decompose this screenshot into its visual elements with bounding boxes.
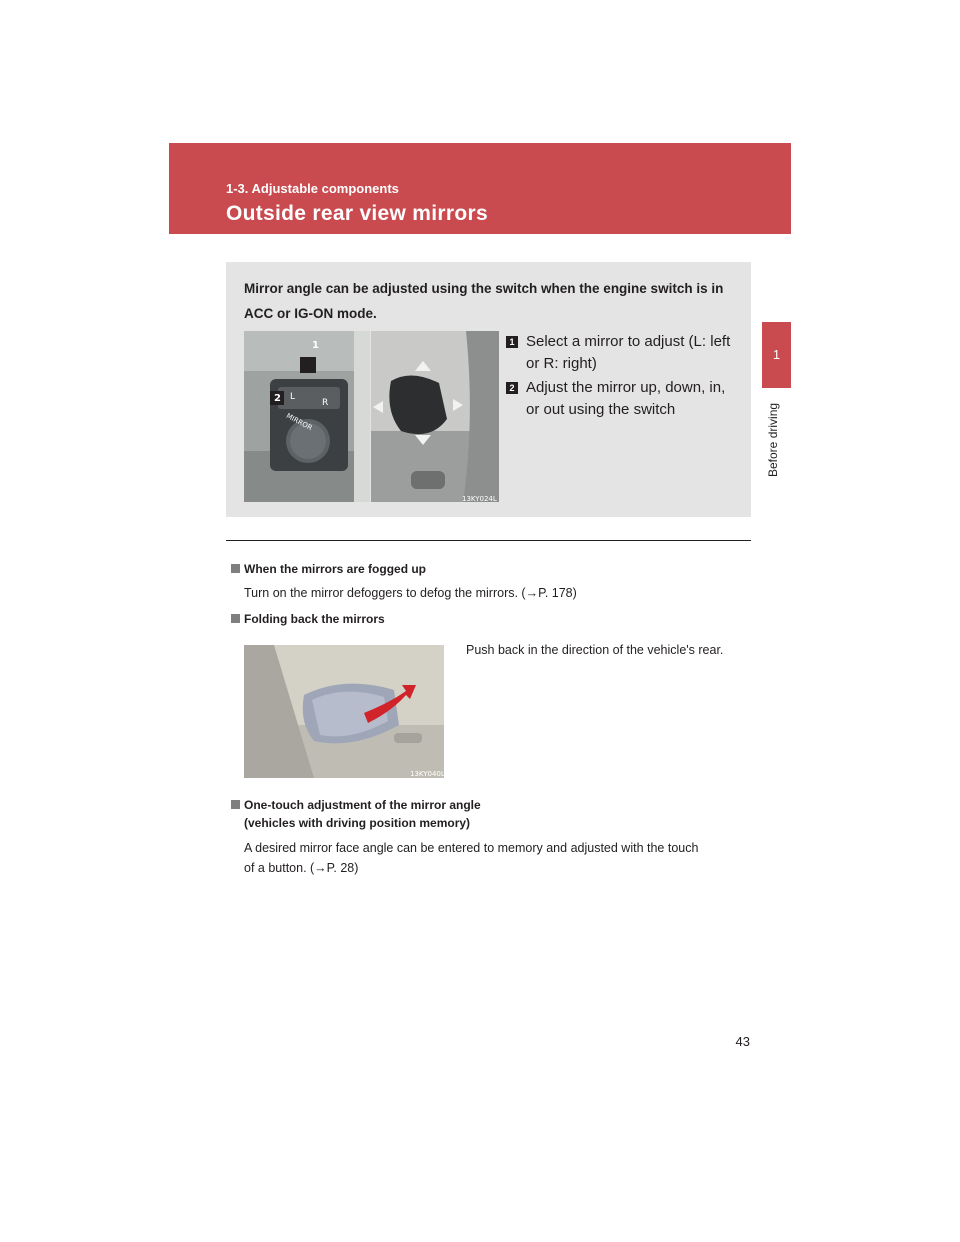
intro-text: Mirror angle can be adjusted using the switch when the engine switch is in ACC or IG-ON mode. (244, 281, 724, 321)
note-text-fogged: Turn on the mirror defoggers to defog the mirrors. (→P. 178) (244, 586, 577, 600)
note-text-one-touch-line2: of a button. (→P. 28) (244, 861, 359, 875)
switch-right-label: R (322, 398, 329, 408)
switch-name-label: MIRROR (284, 411, 314, 433)
mirror-switch-photo (244, 331, 370, 502)
note-text-folding: Push back in the direction of the vehicle's rear. (466, 643, 724, 657)
switch-badge-2: 2 (274, 393, 281, 404)
photo-code-2: 13KY040L (410, 770, 445, 778)
folding-mirror-photo (244, 645, 444, 778)
page-title: Outside rear view mirrors (226, 202, 488, 225)
section-label: 1-3. Adjustable components (226, 181, 399, 196)
door-mirror-photo (371, 331, 499, 502)
callout-1 (506, 331, 736, 375)
bullet-square-icon (231, 614, 240, 623)
photo-code-1: 13KY024L (462, 495, 497, 503)
chapter-label: Before driving (766, 402, 780, 478)
note-heading-fogged: When the mirrors are fogged up (231, 560, 426, 578)
callout-number-1: 1 (506, 336, 518, 348)
page-number: 43 (735, 1034, 750, 1049)
chapter-tab: 1 (762, 322, 791, 388)
bullet-square-icon (231, 800, 240, 809)
note-text-one-touch-line1: A desired mirror face angle can be entered to memory and adjusted with the touch (244, 841, 699, 855)
callout-text-2: Adjust the mirror up, down, in, or out using the switch (526, 379, 726, 418)
note-heading-one-touch: One-touch adjustment of the mirror angle (231, 796, 481, 814)
callout-text-1: Select a mirror to adjust (L: left or R: right) (526, 333, 731, 372)
switch-left-label: L (290, 392, 296, 402)
note-heading-folding: Folding back the mirrors (231, 610, 385, 628)
bullet-square-icon (231, 564, 240, 573)
section-divider (226, 540, 751, 541)
switch-badge-1: 1 (312, 340, 319, 351)
callout-number-2: 2 (506, 382, 518, 394)
note-heading-one-touch-line2: (vehicles with driving position memory) (244, 816, 471, 830)
callout-2 (506, 377, 736, 421)
